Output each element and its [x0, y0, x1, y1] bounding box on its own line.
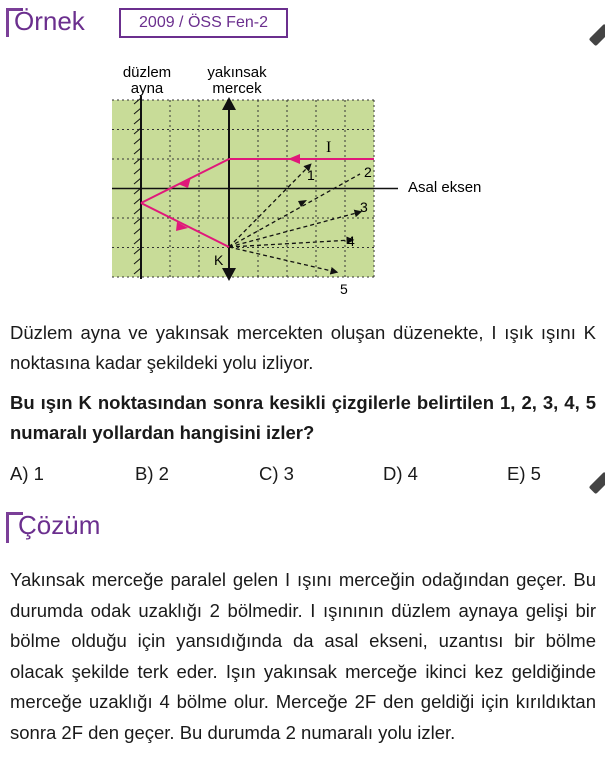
- solution-title: Çözüm: [18, 510, 101, 540]
- option-e: E) 5: [507, 463, 541, 484]
- source-badge: 2009 / ÖSS Fen-2: [119, 8, 288, 38]
- option-b: B) 2: [135, 463, 169, 484]
- lens-label-1: yakınsak: [207, 64, 267, 81]
- mirror-label-2: ayna: [130, 80, 164, 97]
- option-c: C) 3: [259, 463, 294, 484]
- pencil-decoration-icon: [589, 472, 605, 495]
- ray-label: I: [326, 139, 332, 156]
- option-d: D) 4: [383, 463, 418, 484]
- point-k-label: K: [214, 252, 224, 268]
- question-text: Düzlem ayna ve yakınsak mercekten oluşan düzenekte, I ışık ışını K noktasına kadar şekildeki yolu izliyor.: [10, 322, 596, 373]
- pencil-decoration-icon: [589, 24, 605, 47]
- lens-label-2: mercek: [212, 80, 262, 97]
- example-title: Örnek: [14, 6, 85, 36]
- question-prompt: Bu ışın K noktasından sonra kesikli çizgilerle belirtilen 1, 2, 3, 4, 5 numaralı yollardan hangisini izler?: [10, 392, 596, 443]
- path-label-3: 3: [360, 199, 368, 215]
- optics-diagram: [0, 55, 500, 300]
- path-label-5: 5: [340, 281, 348, 297]
- path-label-4: 4: [347, 233, 355, 249]
- path-label-2: 2: [364, 164, 372, 180]
- solution-text: Yakınsak merceğe paralel gelen I ışını merceğin odağından geçer. Bu durumda odak uzaklığı 2 bölmedir. I ışınının düzlem aynaya gelişi bir bölme olduğu için yansıdığında da asal ekseni, uzantısı bir bölme olacak şekilde terk eder. Işın yakınsak merceğe ikinci kez geldiğinde merceğe uzaklığı 4 bölme olur. Merceğe 2F den geldiği için kırıldıktan sonra 2F den geçer. Bu durumda 2 numaralı yolu izler.: [10, 569, 596, 743]
- path-label-1: 1: [307, 167, 315, 183]
- mirror-label-1: düzlem: [122, 64, 172, 81]
- option-a: A) 1: [10, 463, 44, 484]
- axis-label: Asal eksen: [408, 179, 482, 196]
